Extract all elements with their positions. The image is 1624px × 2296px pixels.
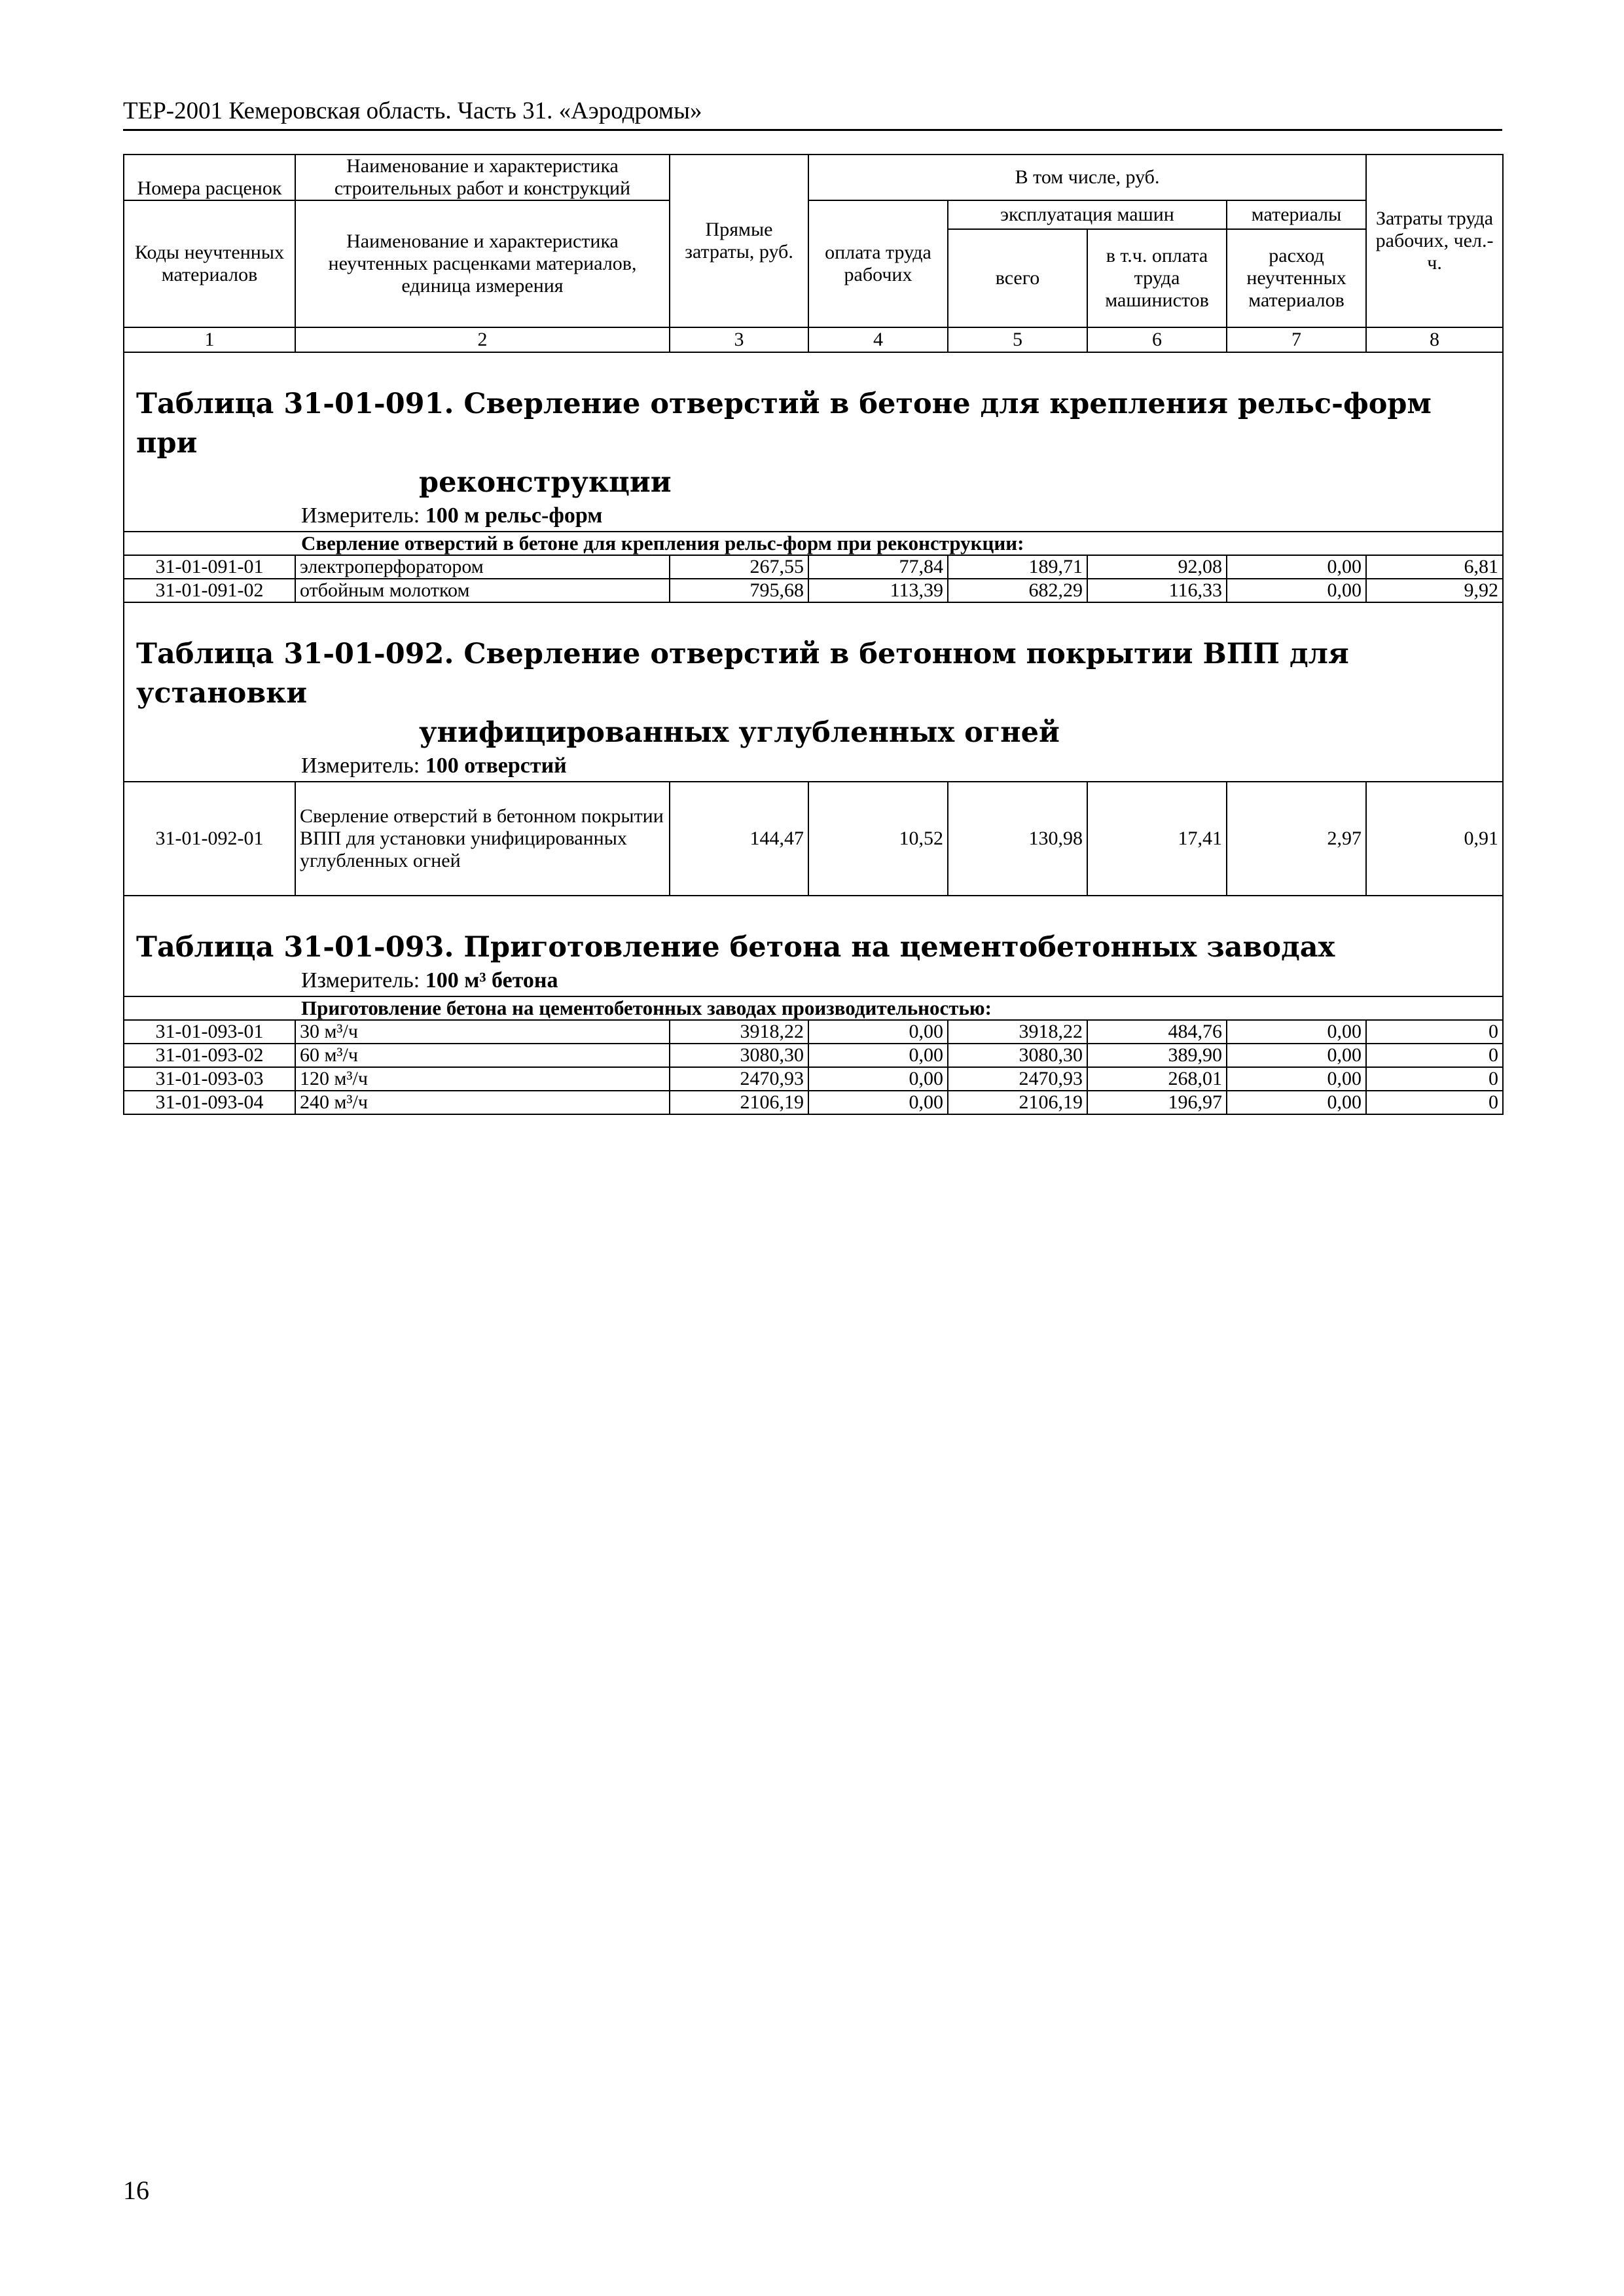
labor-hours: 9,92 bbox=[1366, 579, 1503, 602]
rate-name: отбойным молотком bbox=[295, 579, 670, 602]
labor-pay: 0,00 bbox=[808, 1020, 948, 1044]
machines-total: 3080,30 bbox=[948, 1044, 1087, 1067]
col3-header: Прямые затраты, руб. bbox=[670, 155, 808, 327]
header-row-1 bbox=[124, 155, 1503, 200]
table-row bbox=[124, 1044, 1503, 1067]
machinists-pay: 268,01 bbox=[1087, 1067, 1227, 1091]
machines-total: 189,71 bbox=[948, 555, 1087, 579]
t091-meter-value: 100 м рельс-форм bbox=[425, 503, 603, 528]
direct-costs: 2470,93 bbox=[670, 1067, 808, 1091]
colnum-5: 5 bbox=[948, 327, 1087, 352]
colnum-3: 3 bbox=[670, 327, 808, 352]
table-row bbox=[124, 1067, 1503, 1091]
machinists-pay: 484,76 bbox=[1087, 1020, 1227, 1044]
col8-header: Затраты труда рабочих, чел.-ч. bbox=[1366, 155, 1503, 327]
materials-cost: 0,00 bbox=[1227, 1044, 1366, 1067]
labor-hours: 0 bbox=[1366, 1067, 1503, 1091]
rate-code: 31-01-093-01 bbox=[124, 1020, 295, 1044]
direct-costs: 267,55 bbox=[670, 555, 808, 579]
rate-code: 31-01-092-01 bbox=[124, 782, 295, 896]
rate-code: 31-01-093-04 bbox=[124, 1091, 295, 1114]
machinists-pay: 196,97 bbox=[1087, 1091, 1227, 1114]
rate-name: 240 м³/ч bbox=[295, 1091, 670, 1114]
materials-cost: 0,00 bbox=[1227, 579, 1366, 602]
machinists-pay: 389,90 bbox=[1087, 1044, 1227, 1067]
materials-header: материалы bbox=[1227, 200, 1366, 229]
t092-title-row bbox=[124, 602, 1503, 752]
header-row-2 bbox=[124, 200, 1503, 229]
labor-hours: 0 bbox=[1366, 1044, 1503, 1067]
colnum-4: 4 bbox=[808, 327, 948, 352]
col4-header: оплата труда рабочих bbox=[808, 200, 948, 327]
machines-total: 3918,22 bbox=[948, 1020, 1087, 1044]
t093-group-row bbox=[124, 996, 1503, 1020]
colnum-6: 6 bbox=[1087, 327, 1227, 352]
labor-hours: 0 bbox=[1366, 1091, 1503, 1114]
t093-meter-label: Измеритель: bbox=[301, 968, 420, 993]
col2-bottom-header: Наименование и характеристика неучтенных расценками материалов, единица измерения bbox=[295, 200, 670, 327]
t092-meter-value: 100 отверстий bbox=[425, 754, 567, 778]
materials-cost: 0,00 bbox=[1227, 555, 1366, 579]
machinists-pay: 92,08 bbox=[1087, 555, 1227, 579]
machines-header: эксплуатация машин bbox=[948, 200, 1227, 229]
t091-meter bbox=[128, 502, 1498, 530]
direct-costs: 3918,22 bbox=[670, 1020, 808, 1044]
machines-total: 2106,19 bbox=[948, 1091, 1087, 1114]
rate-name: 60 м³/ч bbox=[295, 1044, 670, 1067]
materials-cost: 0,00 bbox=[1227, 1091, 1366, 1114]
rate-code: 31-01-093-02 bbox=[124, 1044, 295, 1067]
labor-pay: 0,00 bbox=[808, 1091, 948, 1114]
col1-bottom-header: Коды неучтенных материалов bbox=[124, 200, 295, 327]
table-row bbox=[124, 579, 1503, 602]
col6-header: в т.ч. оплата труда машинистов bbox=[1087, 229, 1227, 327]
t093-title-row bbox=[124, 896, 1503, 967]
t092-meter bbox=[128, 752, 1498, 780]
machinists-pay: 116,33 bbox=[1087, 579, 1227, 602]
t092-title-line2: унифицированных углубленных огней bbox=[419, 716, 1060, 749]
t091-title-line1: Таблица 31-01-091. Сверление отверстий в бетоне для крепления рельс-форм при bbox=[136, 388, 1432, 460]
page-number: 16 bbox=[123, 2176, 149, 2205]
rate-name: Сверление отверстий в бетонном покрытии ВПП для установки унифицированных углубленных огней bbox=[295, 782, 670, 896]
col2-top-header: Наименование и характеристика строительных работ и конструкций bbox=[295, 155, 670, 200]
table-row bbox=[124, 555, 1503, 579]
table-row bbox=[124, 1091, 1503, 1114]
t093-meter bbox=[128, 967, 1498, 994]
column-numbers-row bbox=[124, 327, 1503, 352]
t091-meter-label: Измеритель: bbox=[301, 503, 420, 528]
col5-header: всего bbox=[948, 229, 1087, 327]
direct-costs: 795,68 bbox=[670, 579, 808, 602]
labor-pay: 113,39 bbox=[808, 579, 948, 602]
t092-meter-row bbox=[124, 752, 1503, 782]
incl-header: В том числе, руб. bbox=[808, 155, 1366, 200]
t091-title-line2: реконструкции bbox=[419, 466, 672, 499]
colnum-8: 8 bbox=[1366, 327, 1503, 352]
t093-group-title: Приготовление бетона на цементобетонных заводах производительностью: bbox=[301, 996, 992, 1019]
rate-name: 120 м³/ч bbox=[295, 1067, 670, 1091]
labor-hours: 0,91 bbox=[1366, 782, 1503, 896]
machinists-pay: 17,41 bbox=[1087, 782, 1227, 896]
table-row bbox=[124, 1020, 1503, 1044]
rate-code: 31-01-091-01 bbox=[124, 555, 295, 579]
labor-pay: 0,00 bbox=[808, 1044, 948, 1067]
materials-cost: 0,00 bbox=[1227, 1020, 1366, 1044]
table-row bbox=[124, 782, 1503, 896]
materials-cost: 0,00 bbox=[1227, 1067, 1366, 1091]
colnum-1: 1 bbox=[124, 327, 295, 352]
labor-hours: 0 bbox=[1366, 1020, 1503, 1044]
t092-title bbox=[136, 634, 1490, 752]
colnum-2: 2 bbox=[295, 327, 670, 352]
direct-costs: 144,47 bbox=[670, 782, 808, 896]
col1-top-header: Номера расценок bbox=[124, 155, 295, 200]
t091-meter-row bbox=[124, 502, 1503, 532]
labor-pay: 0,00 bbox=[808, 1067, 948, 1091]
rate-name: электроперфоратором bbox=[295, 555, 670, 579]
t091-group-row bbox=[124, 532, 1503, 555]
running-header: ТЕР-2001 Кемеровская область. Часть 31. «Аэродромы» bbox=[123, 98, 702, 124]
materials-cost: 2,97 bbox=[1227, 782, 1366, 896]
t092-meter-label: Измеритель: bbox=[301, 754, 420, 778]
machines-total: 2470,93 bbox=[948, 1067, 1087, 1091]
t092-title-line1: Таблица 31-01-092. Сверление отверстий в бетонном покрытии ВПП для установки bbox=[136, 638, 1349, 710]
machines-total: 130,98 bbox=[948, 782, 1087, 896]
colnum-7: 7 bbox=[1227, 327, 1366, 352]
machines-total: 682,29 bbox=[948, 579, 1087, 602]
rate-code: 31-01-091-02 bbox=[124, 579, 295, 602]
t093-title: Таблица 31-01-093. Приготовление бетона на цементобетонных заводах bbox=[136, 931, 1335, 964]
header-rule bbox=[123, 129, 1502, 131]
price-table bbox=[123, 154, 1504, 1115]
direct-costs: 2106,19 bbox=[670, 1091, 808, 1114]
t093-meter-value: 100 м³ бетона bbox=[425, 968, 558, 993]
t091-group-title: Сверление отверстий в бетоне для крепления рельс-форм при реконструкции: bbox=[301, 532, 1024, 555]
direct-costs: 3080,30 bbox=[670, 1044, 808, 1067]
rate-name: 30 м³/ч bbox=[295, 1020, 670, 1044]
labor-pay: 10,52 bbox=[808, 782, 948, 896]
t093-meter-row bbox=[124, 967, 1503, 996]
rate-code: 31-01-093-03 bbox=[124, 1067, 295, 1091]
col7-header: расход неучтенных материалов bbox=[1227, 229, 1366, 327]
labor-pay: 77,84 bbox=[808, 555, 948, 579]
t091-title bbox=[136, 384, 1490, 502]
t091-title-row bbox=[124, 352, 1503, 502]
labor-hours: 6,81 bbox=[1366, 555, 1503, 579]
